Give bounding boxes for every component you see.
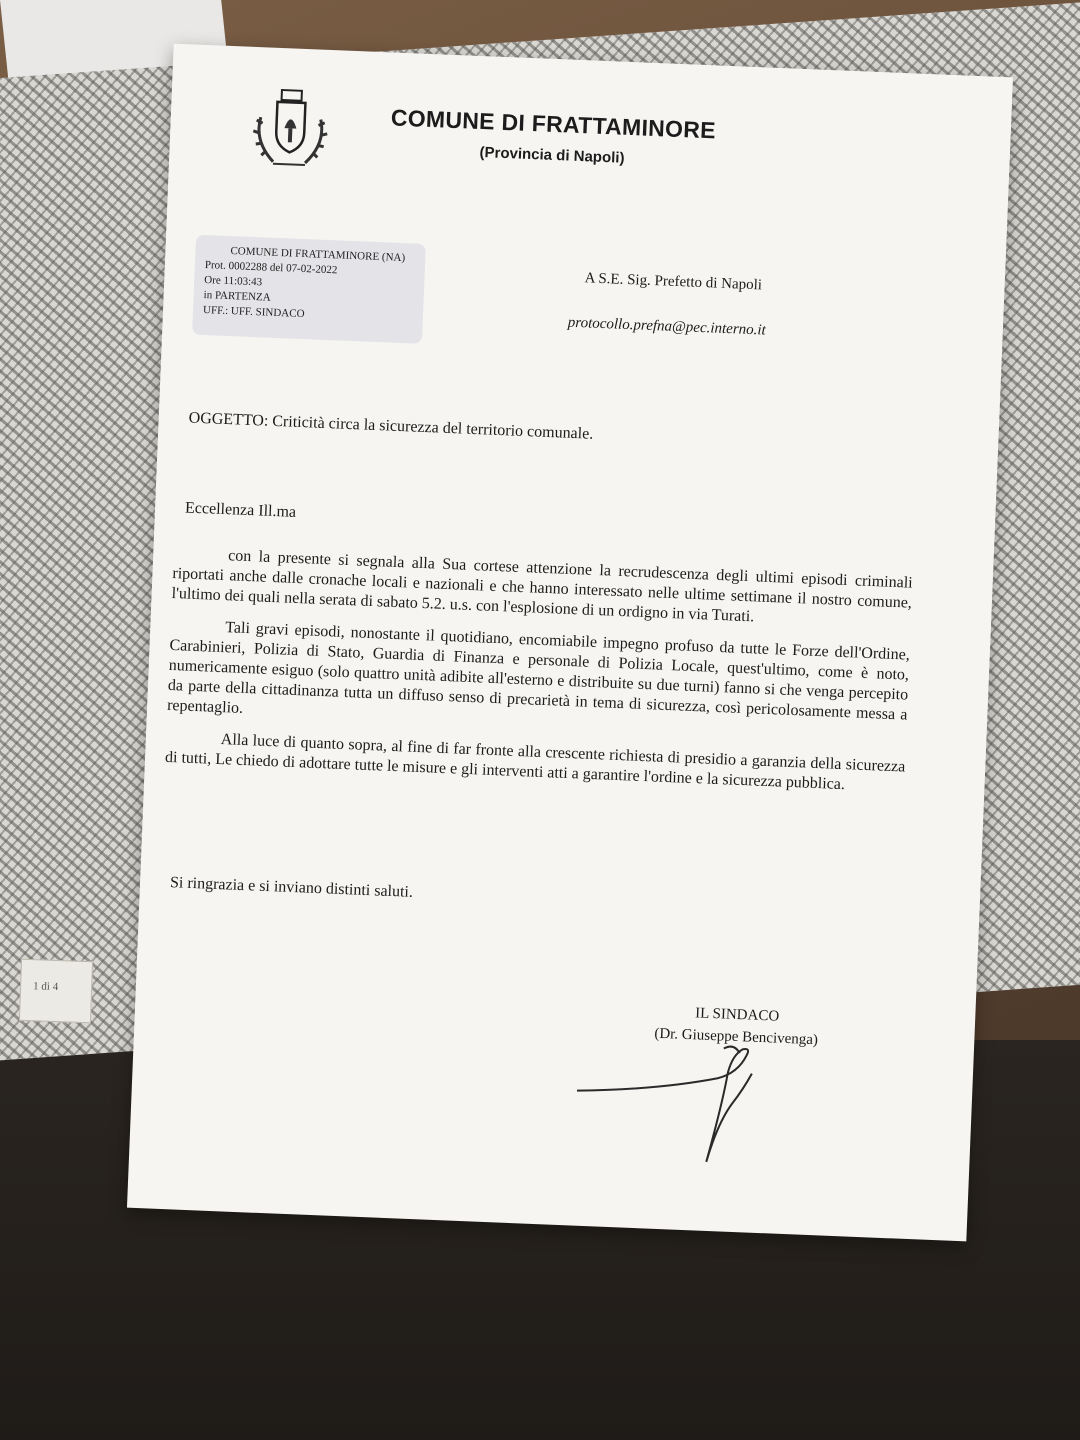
municipality-title: COMUNE DI FRATTAMINORE <box>390 104 717 144</box>
coat-of-arms-icon <box>249 87 332 176</box>
handwritten-signature <box>569 1020 795 1179</box>
stamp-line: UFF.: UFF. SINDACO <box>202 304 305 321</box>
letter-sheet <box>127 44 1013 1242</box>
body-paragraph: Alla luce di quanto sopra, al fine di far fronte alla crescente richiesta di presidio a garanzia della sicurezza di tutti, Le chiedo di adottare tutte le misure e gli interventi atti a garantire l'ordine e la sicurezza pubblica. <box>164 731 906 794</box>
recipient-name: A S.E. Sig. Prefetto di Napoli <box>584 270 763 294</box>
stamp-line: in PARTENZA <box>203 289 271 304</box>
protocol-stamp <box>192 235 426 344</box>
letter-closing: Si ringrazia e si inviano distinti saluti. <box>169 874 414 901</box>
recipient-email: protocollo.prefna@pec.interno.it <box>567 314 767 339</box>
body-paragraph: con la presente si segnala alla Sua cortese attenzione la recrudescenza degli ultimi episodi criminali riportati anche dalle cronache locali e nazionali e che hanno interessato nelle ultime settimane il nostro comune, l'ultimo dei quali nella serata di sabato 5.2. u.s. con l'esplosione di un ordigno in via Turati. <box>171 547 913 626</box>
stamp-line: Ore 11:03:43 <box>204 274 263 289</box>
province-subtitle: (Provincia di Napoli) <box>479 143 625 167</box>
page-tab-label: 1 di 4 <box>32 980 59 994</box>
letter-subject: OGGETTO: Criticità circa la sicurezza del territorio comunale. <box>188 409 594 443</box>
page-tab <box>19 959 93 1023</box>
stamp-line: COMUNE DI FRATTAMINORE (NA) <box>230 245 406 265</box>
signatory-name: (Dr. Giuseppe Bencivenga) <box>654 1025 819 1049</box>
letter-greeting: Eccellenza Ill.ma <box>184 499 297 521</box>
stamp-line: Prot. 0002288 del 07-02-2022 <box>204 259 338 277</box>
body-paragraph: Tali gravi episodi, nonostante il quotidiano, encomiabile impegno profuso da tutte le Forze dell'Ordine, Carabinieri, Polizia di Stato, Guardia di Finanza e personale di Polizia Locale, quest'ultimo, come è noto, numericamente esiguo (solo quattro unità adibite all'esterno e distribuite su due turni) fanno si che venga percepito da parte della cittadinanza tutta un diffuso senso di precarietà in tema di sicurezza, così pericolosamente messa a repentaglio. <box>166 619 911 724</box>
signatory-role: IL SINDACO <box>694 1005 780 1025</box>
letter-body <box>164 544 913 810</box>
